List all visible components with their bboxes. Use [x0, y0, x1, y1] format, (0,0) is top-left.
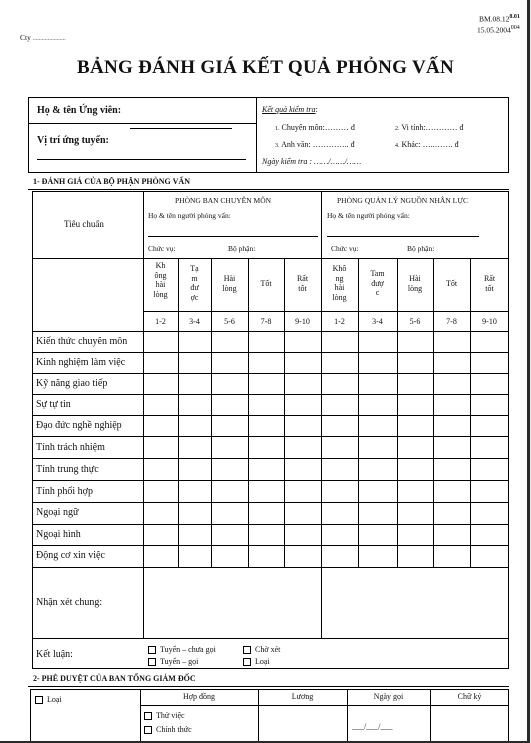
criterion-row: Kinh nghiệm làm việc [36, 357, 126, 368]
test-anh-van[interactable]: 3. Anh văn: ………….. đ [275, 140, 355, 149]
dept-a-interviewer-line[interactable] [148, 236, 318, 237]
criterion-row: Động cơ xin việc [36, 550, 105, 561]
criterion-row: Tính phối hợp [36, 486, 93, 497]
form-code: $BM.08.12^{8.01}$ [479, 14, 520, 24]
score-a-2: 3-4 [189, 317, 200, 326]
candidate-name-label: Họ & tên Ứng viên: [37, 105, 122, 116]
dept-b-department-label: Bộ phận: [407, 244, 435, 253]
criterion-row: Ngoại ngữ [36, 507, 79, 518]
rating-label-a-5: Rất tốt [296, 274, 309, 293]
score-b-3: 5-6 [409, 317, 421, 326]
rating-label-a-2: Tạ m đư ợc [190, 264, 199, 302]
dept-a-position-label: Chức vụ: [148, 244, 176, 253]
checkbox-icon [148, 658, 156, 666]
criterion-row: Tính trung thực [36, 464, 99, 475]
checkbox-icon [243, 658, 251, 666]
rating-label-a-3: Hài lòng [222, 274, 237, 293]
option-tuyen-goi[interactable]: Tuyển – gọi [148, 657, 198, 666]
col-salary: Lương [291, 692, 314, 701]
criterion-row: Sự tự tin [36, 399, 71, 410]
score-b-2: 3-4 [372, 317, 383, 326]
rating-label-b-5: Rất tốt [483, 274, 496, 293]
dept-a-title: PHÒNG BAN CHUYÊN MÔN [175, 196, 272, 205]
dept-b-interviewer-label: Họ & tên người phỏng vấn: [327, 211, 410, 220]
form-date: 15.05.2004$^{004}$ [477, 25, 520, 35]
criterion-row: Ngoại hình [36, 529, 81, 540]
checkbox-icon [144, 712, 152, 720]
conclusion-label: Kết luận: [36, 649, 73, 660]
test-results-heading: Kết quả kiểm tra: [262, 105, 318, 114]
option-cho-xet[interactable]: Chờ xét [243, 645, 280, 654]
candidate-name-line[interactable] [130, 128, 232, 129]
score-a-5: 9-10 [295, 317, 310, 326]
test-vi-tinh[interactable]: 2. Vi tính:………… đ [395, 123, 464, 132]
criterion-row: Kỹ năng giao tiếp [36, 378, 108, 389]
rating-label-b-3: Hài lòng [407, 274, 423, 293]
position-label: Vị trí ứng tuyển: [37, 135, 109, 146]
test-date[interactable]: Ngày kiểm tra : ……/……/…… [262, 157, 362, 166]
test-khac[interactable]: 4. Khác: …..……. đ [395, 140, 459, 149]
page-title: BẢNG ĐÁNH GIÁ KẾT QUẢ PHỎNG VẤN [77, 57, 455, 78]
checkbox-icon [35, 696, 43, 704]
dept-b-interviewer-line[interactable] [327, 236, 479, 237]
rating-label-b-1: Khô ng hài lòng [332, 264, 347, 302]
dept-a-interviewer-label: Họ & tên người phỏng vấn: [148, 211, 231, 220]
option-tuyen-chua-goi[interactable]: Tuyển – chưa gọi [148, 645, 216, 654]
col-signature: Chữ ký [457, 692, 482, 701]
contract-probation[interactable]: Thử việc [144, 711, 185, 720]
test-chuyen-mon[interactable]: 1. Chuyên môn:……… đ [275, 123, 355, 132]
rating-label-b-4: Tốt [445, 279, 458, 288]
dept-a-department-label: Bộ phận: [228, 244, 256, 253]
score-a-1: 1-2 [155, 317, 166, 326]
checkbox-icon [144, 726, 152, 734]
section1-title: 1- ĐÁNH GIÁ CỦA BỘ PHẬN PHỎNG VẤN [33, 177, 190, 186]
col-call-date: Ngày gọi [373, 692, 404, 701]
option-loai[interactable]: Loại [243, 657, 270, 666]
col-contract: Hợp đồng [182, 692, 215, 701]
score-b-5: 9-10 [482, 317, 497, 326]
criterion-row: Kiến thức chuyên môn [36, 336, 128, 347]
score-b-4: 7-8 [446, 317, 457, 326]
rating-label-a-4: Tốt [260, 279, 272, 288]
criterion-row: Đạo đức nghề nghiệp [36, 420, 122, 431]
rating-label-b-2: Tam đượ c [370, 269, 385, 297]
dept-b-position-label: Chức vụ: [331, 244, 359, 253]
call-date-field[interactable]: ___/___/___ [352, 722, 393, 731]
approval-reject-checkbox[interactable]: Loại [35, 695, 62, 704]
company-label: Cty ...................... [20, 33, 66, 42]
score-a-3: 5-6 [224, 317, 235, 326]
general-comment-label: Nhận xét chung: [36, 597, 103, 608]
score-a-4: 7-8 [260, 317, 272, 326]
contract-official[interactable]: Chính thức [144, 725, 192, 734]
criterion-row: Tính trách nhiệm [36, 442, 105, 453]
dept-b-title: PHÒNG QUẢN LÝ NGUỒN NHÂN LỰC [337, 196, 469, 205]
criteria-header: Tiêu chuẩn [64, 219, 104, 229]
checkbox-icon [148, 646, 156, 654]
section2-title: 2- PHÊ DUYỆT CỦA BAN TỔNG GIÁM ĐỐC [33, 674, 196, 683]
score-b-1: 1-2 [334, 317, 345, 326]
checkbox-icon [243, 646, 251, 654]
position-line[interactable] [37, 159, 246, 160]
rating-label-a-1: Kh ông hài lòng [153, 261, 168, 299]
